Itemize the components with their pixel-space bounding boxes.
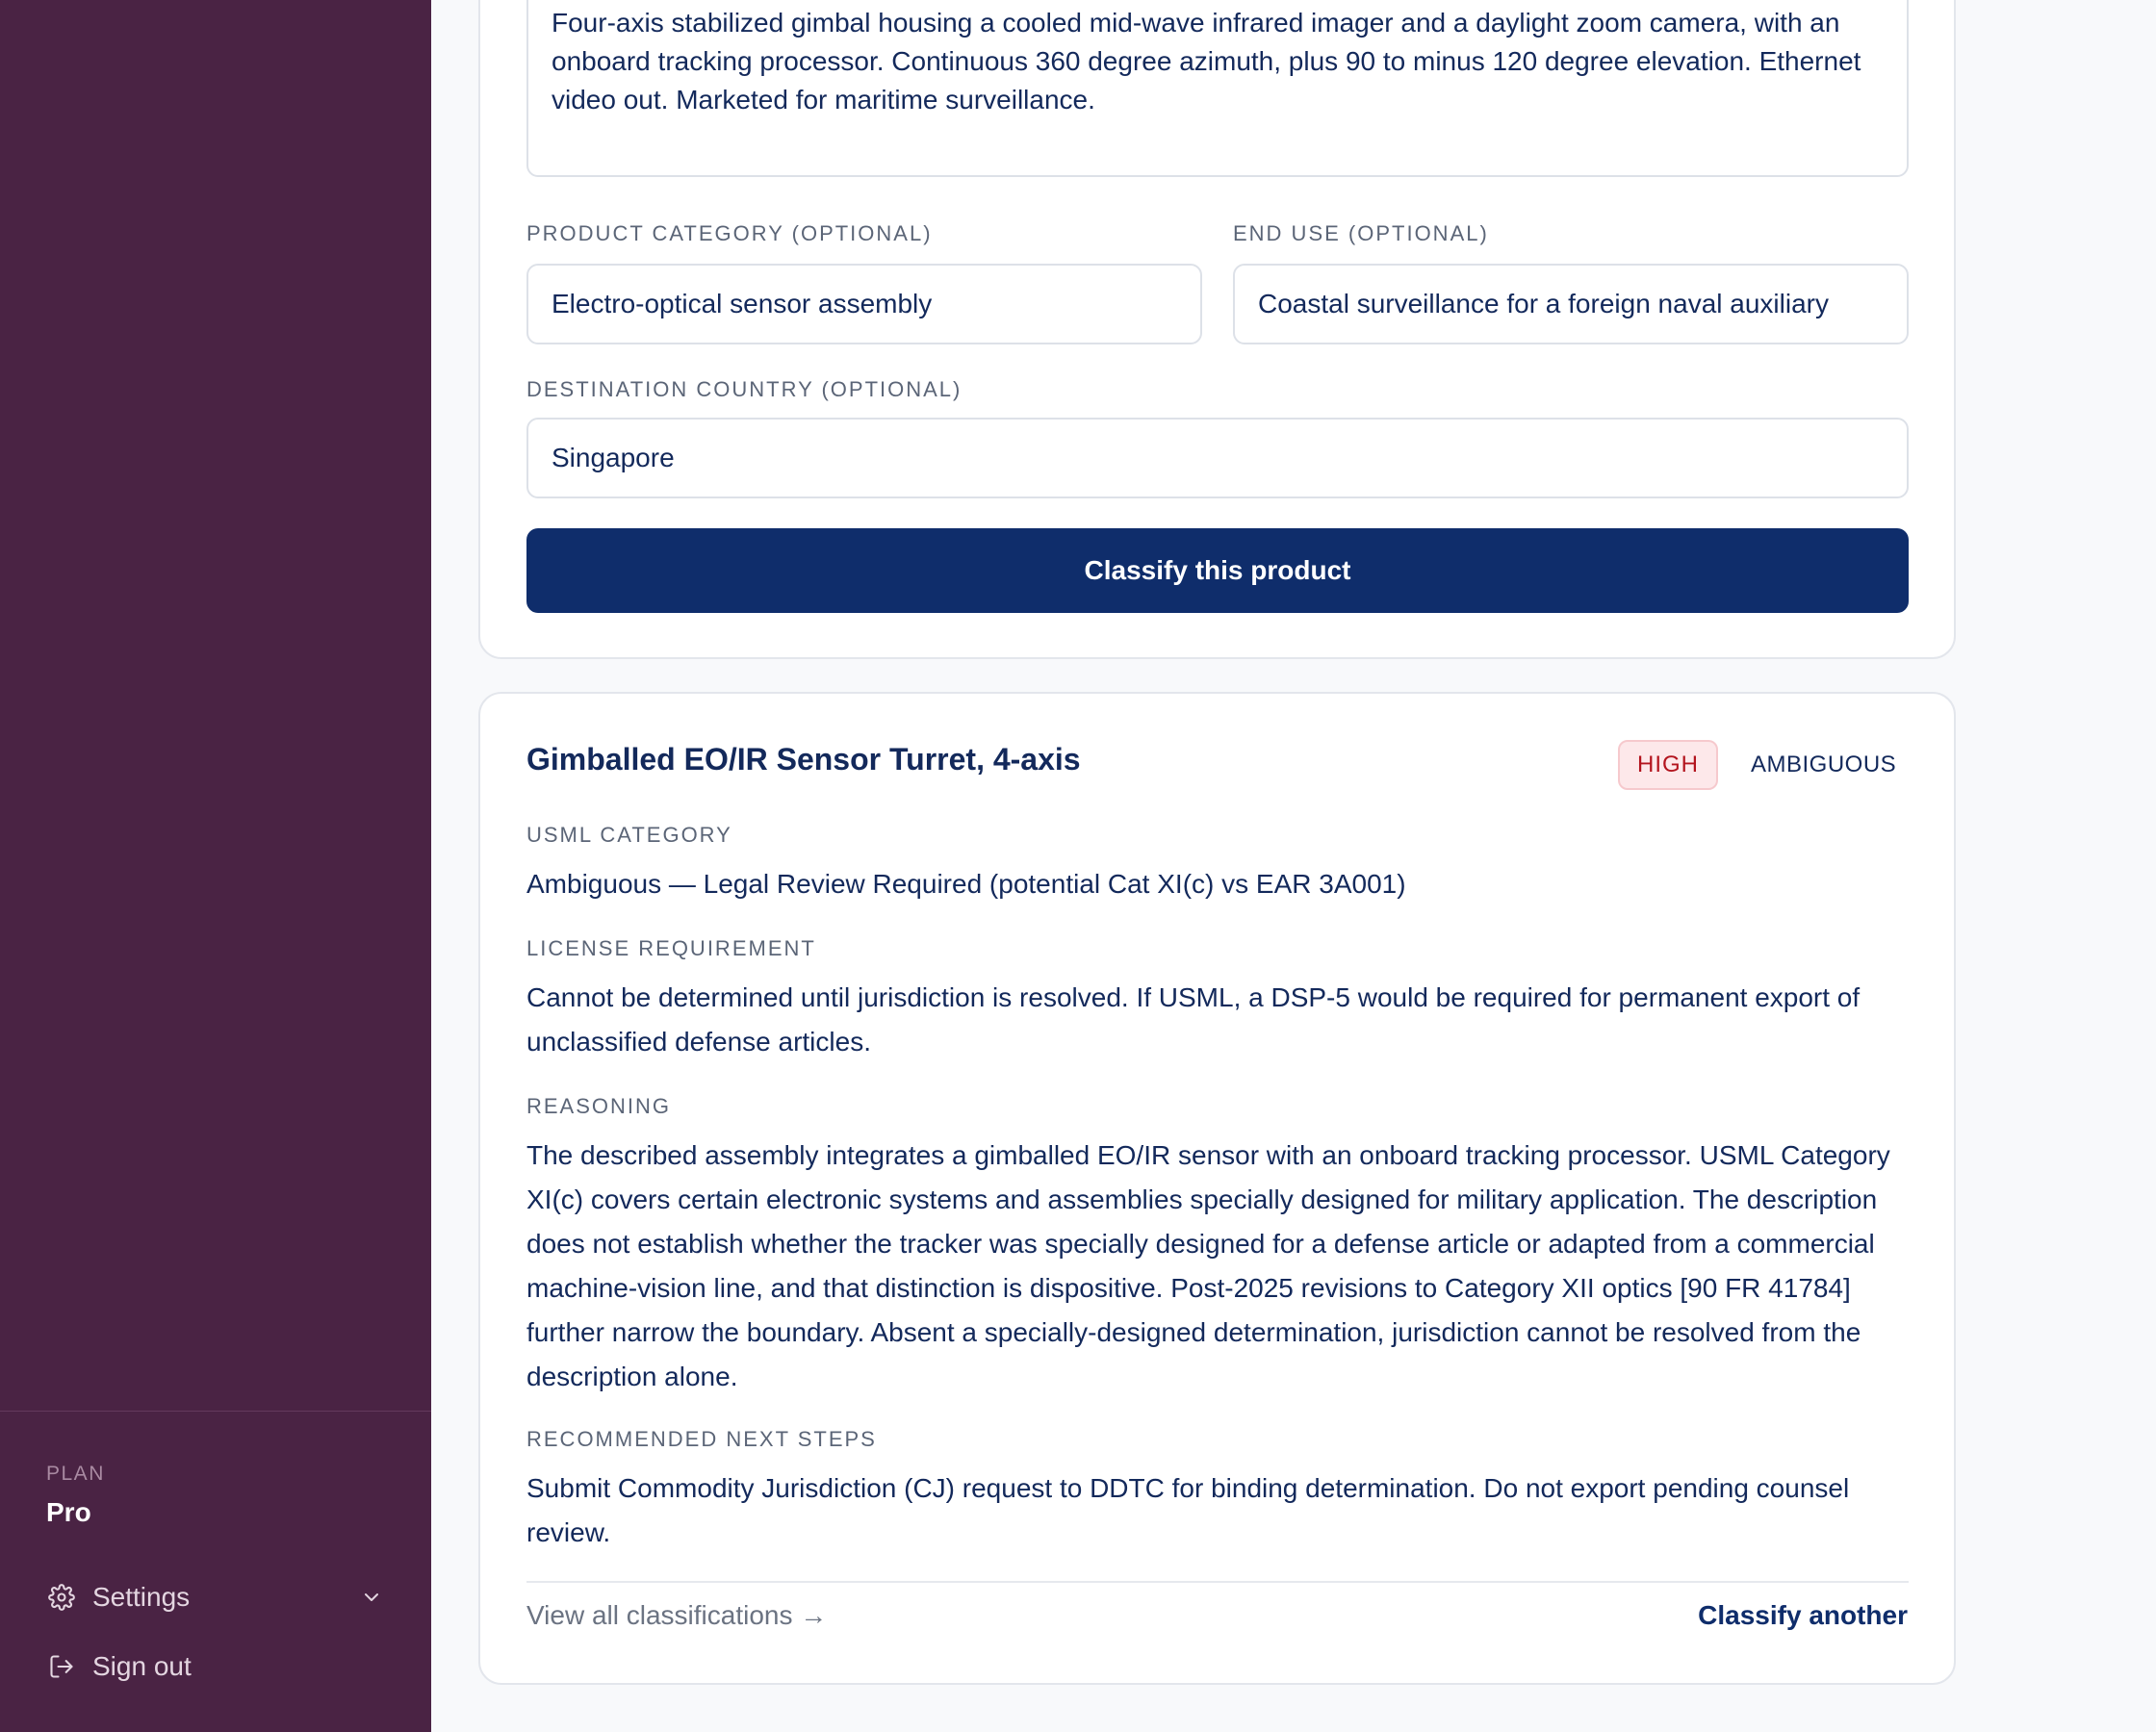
sign-out-button[interactable]	[46, 1643, 385, 1690]
gear-icon	[46, 1582, 77, 1613]
settings-menu-item[interactable]	[46, 1574, 385, 1620]
reasoning-label: REASONING	[526, 1094, 672, 1118]
classify-another-link[interactable]: Classify another	[1698, 1600, 1908, 1630]
view-all-classifications-link[interactable]: View all classifications →	[526, 1600, 828, 1630]
sign-out-icon	[46, 1651, 77, 1682]
classification-result-card	[478, 692, 1956, 1685]
product-category-label: PRODUCT CATEGORY (OPTIONAL)	[526, 221, 933, 245]
end-use-input[interactable]: Coastal surveillance for a foreign naval auxiliary	[1233, 264, 1909, 344]
risk-badge: HIGH	[1618, 740, 1718, 790]
next-steps-label: RECOMMENDED NEXT STEPS	[526, 1427, 877, 1451]
destination-country-label: DESTINATION COUNTRY (OPTIONAL)	[526, 377, 962, 401]
status-badge: AMBIGUOUS	[1751, 751, 1897, 777]
classification-form-card	[478, 0, 1956, 659]
usml-category-value: Ambiguous — Legal Review Required (potential Cat XI(c) vs EAR 3A001)	[526, 869, 1406, 899]
next-steps-value: Submit Commodity Jurisdiction (CJ) request to DDTC for binding determination. Do not export pending counsel review.	[526, 1473, 1850, 1547]
plan-label: PLAN	[46, 1463, 105, 1485]
sign-out-label: Sign out	[92, 1651, 192, 1681]
product-description-field[interactable]: Four-axis stabilized gimbal housing a cooled mid-wave infrared imager and a daylight zoom camera, with an onboard tracking processor. Continuous 360 degree azimuth, plus 90 to minus 120 degree elevation. Ethernet video out. Marketed for maritime surveillance.	[526, 0, 1909, 177]
license-requirement-label: LICENSE REQUIREMENT	[526, 936, 816, 960]
plan-value: Pro	[46, 1497, 91, 1527]
chevron-down-icon[interactable]	[358, 1584, 385, 1611]
reasoning-value: The described assembly integrates a gimballed EO/IR sensor with an onboard tracking processor. USML Category XI(c) covers certain electronic systems and assemblies specially designed for military application. The description does not establish whether the tracker was specially designed for a defense article or adapted from a commercial machine-vision line, and that distinction is dispositive. Post-2025 revisions to Category XII optics [90 FR 41784] further narrow the boundary. Absent a specially-designed determination, jurisdiction cannot be resolved from the description alone.	[526, 1140, 1890, 1391]
destination-country-input[interactable]: Singapore	[526, 418, 1909, 498]
end-use-label: END USE (OPTIONAL)	[1233, 221, 1489, 245]
sidebar	[0, 0, 431, 1732]
settings-label: Settings	[92, 1582, 191, 1612]
divider	[526, 1581, 1909, 1583]
license-requirement-value: Cannot be determined until jurisdiction is resolved. If USML, a DSP-5 would be required for permanent export of unclassified defense articles.	[526, 982, 1861, 1057]
usml-category-label: USML CATEGORY	[526, 823, 732, 847]
product-category-input[interactable]: Electro-optical sensor assembly	[526, 264, 1202, 344]
sidebar-divider	[0, 1411, 431, 1412]
result-title: Gimballed EO/IR Sensor Turret, 4-axis	[526, 742, 1081, 777]
classify-product-button[interactable]: Classify this product	[526, 528, 1909, 613]
